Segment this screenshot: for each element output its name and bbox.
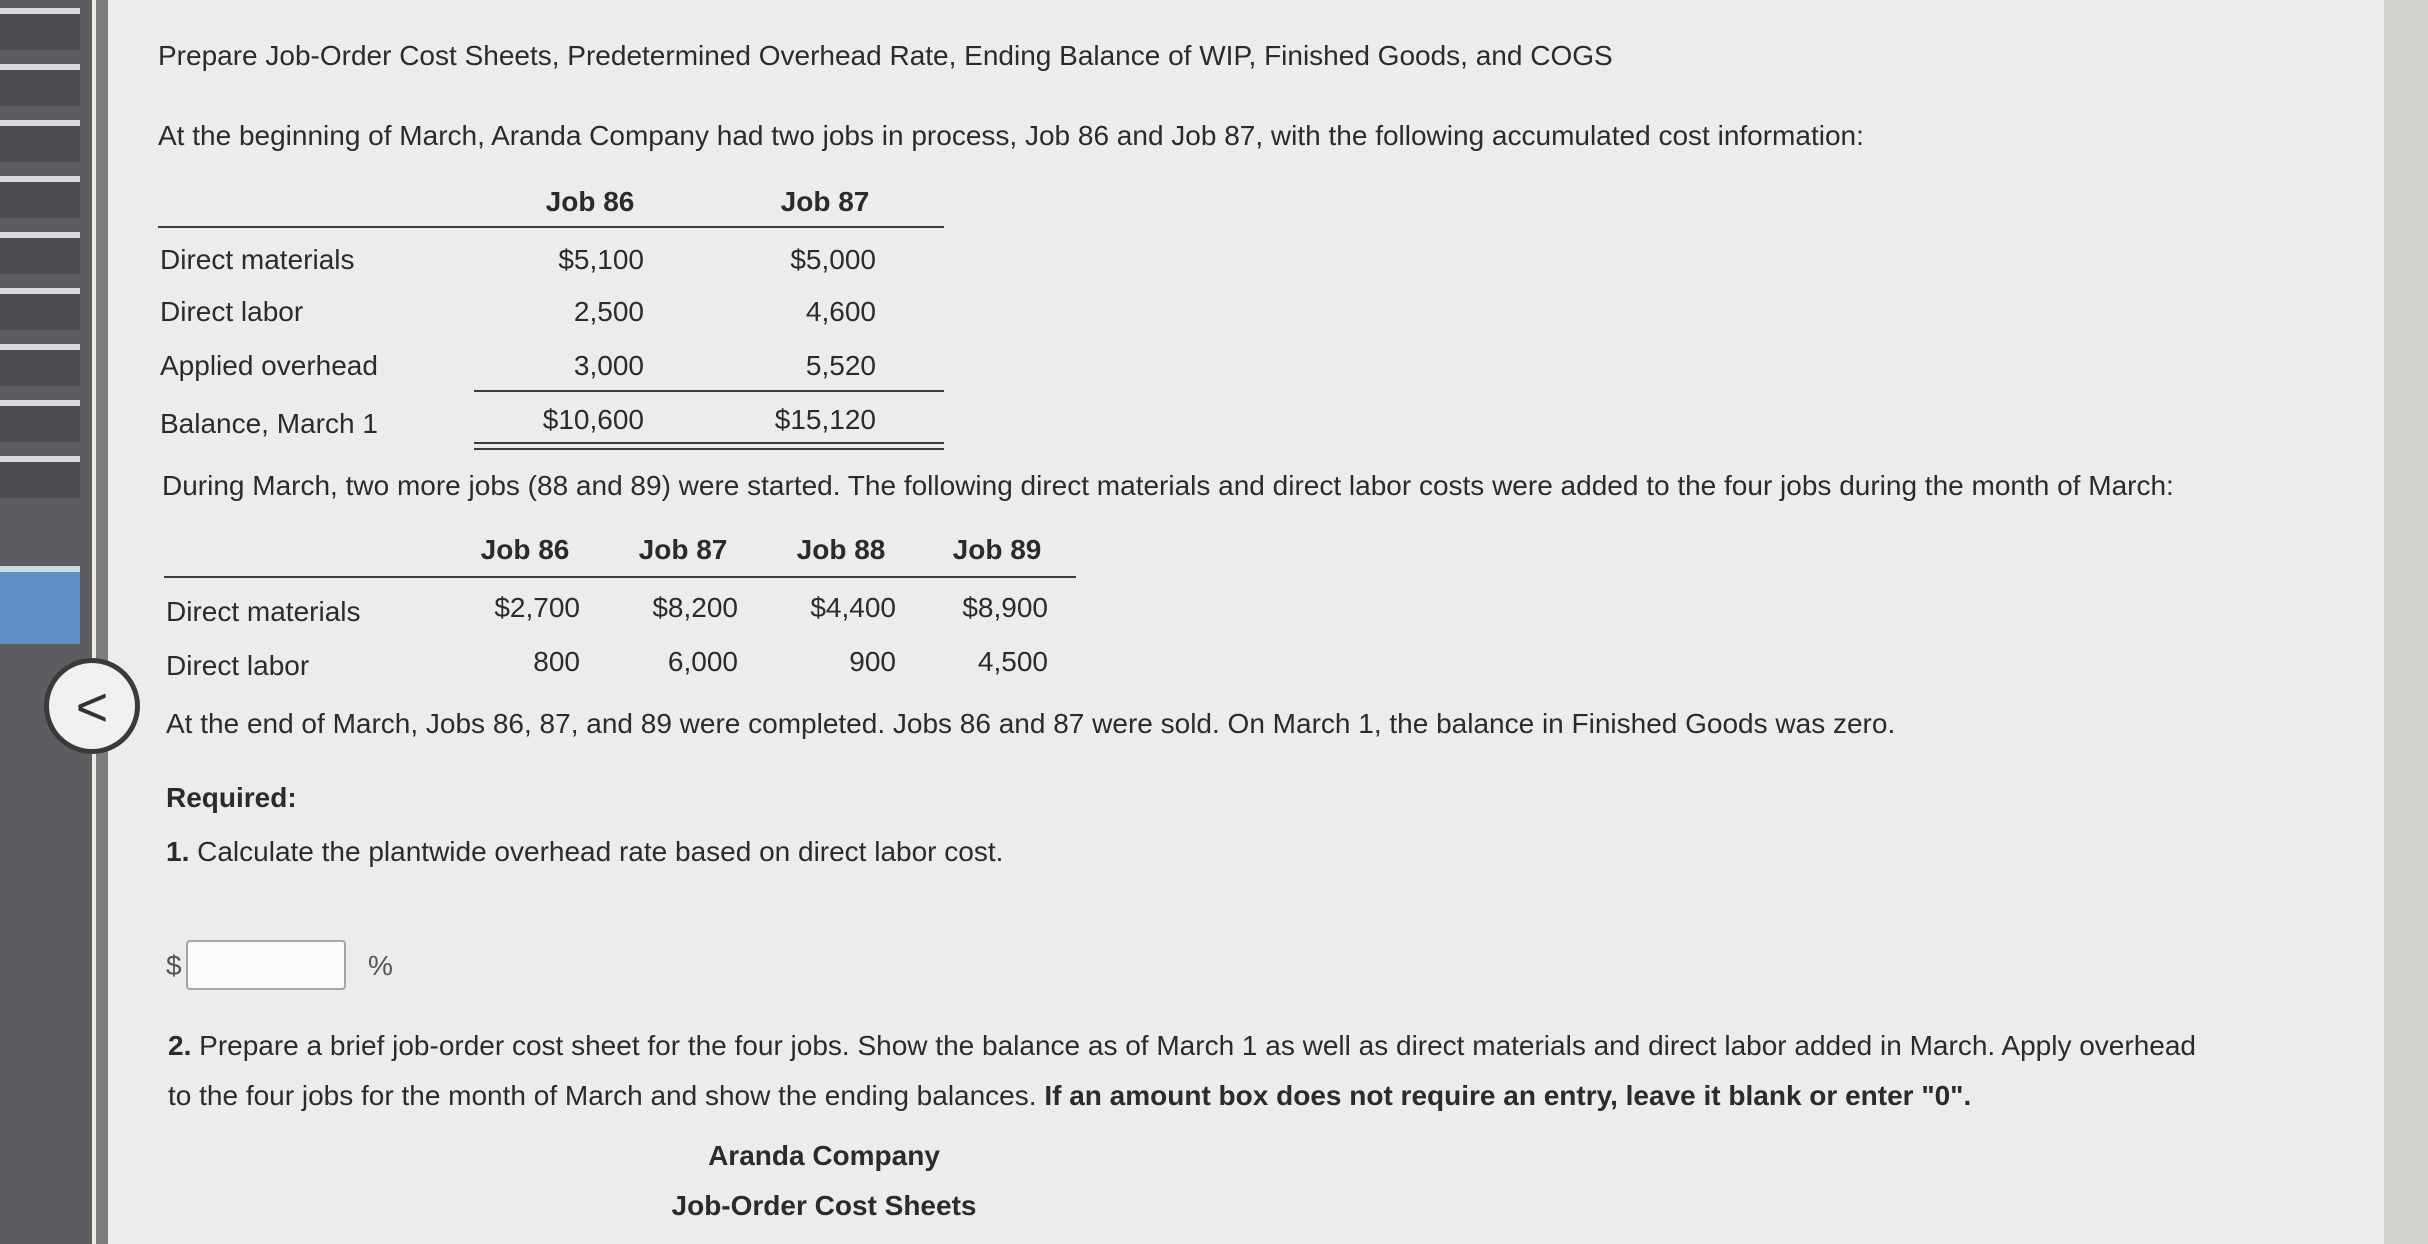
row-label: Direct labor bbox=[160, 296, 304, 327]
table-cell: 2,500 bbox=[573, 296, 644, 327]
table-cell: $8,900 bbox=[962, 592, 1048, 623]
sheet-title: Job-Order Cost Sheets bbox=[671, 1190, 977, 1221]
row-label: Direct materials bbox=[160, 244, 355, 275]
table-cell: $15,120 bbox=[774, 404, 876, 435]
percent-suffix: % bbox=[368, 950, 393, 981]
sidebar-tab[interactable] bbox=[0, 456, 80, 498]
table-cell: 5,520 bbox=[805, 350, 876, 381]
header-rule bbox=[164, 576, 1076, 578]
table-cell: 6,000 bbox=[667, 646, 738, 677]
column-header: Job 88 bbox=[796, 534, 886, 565]
column-header: Job 86 bbox=[480, 534, 570, 565]
table-cell: 800 bbox=[533, 646, 580, 677]
question-1 bbox=[166, 836, 1003, 868]
question-2-line-2 bbox=[168, 1080, 1971, 1112]
currency-prefix: $ bbox=[166, 950, 182, 981]
left-sidebar bbox=[0, 0, 92, 1244]
table-cell: 3,000 bbox=[573, 350, 644, 381]
sidebar-tab[interactable] bbox=[0, 8, 80, 50]
table-cell: 900 bbox=[849, 646, 896, 677]
column-header: Job 86 bbox=[545, 186, 635, 217]
row-label: Balance, March 1 bbox=[160, 408, 378, 439]
intro-text: At the beginning of March, Aranda Company had two jobs in process, Job 86 and Job 87, with the following accumulated cost information: bbox=[158, 120, 1864, 151]
page-title: Prepare Job-Order Cost Sheets, Predetermined Overhead Rate, Ending Balance of WIP, Finished Goods, and COGS bbox=[158, 40, 1613, 71]
subtotal-rule bbox=[474, 390, 944, 392]
table-cell: 4,600 bbox=[805, 296, 876, 327]
header-rule bbox=[158, 226, 944, 228]
table-cell: 4,500 bbox=[977, 646, 1048, 677]
question-text: Calculate the plantwide overhead rate based on direct labor cost. bbox=[197, 836, 1004, 867]
table-cell: $5,100 bbox=[558, 244, 644, 275]
column-header: Job 89 bbox=[952, 534, 1042, 565]
question-2-line-1 bbox=[168, 1030, 2196, 1062]
sidebar-tab[interactable] bbox=[0, 64, 80, 106]
row-label: Direct materials bbox=[166, 596, 361, 627]
right-edge bbox=[2384, 0, 2428, 1244]
sidebar-tab[interactable] bbox=[0, 120, 80, 162]
row-label: Applied overhead bbox=[160, 350, 378, 381]
sidebar-tab[interactable] bbox=[0, 344, 80, 386]
instruction-bold: If an amount box does not require an entry, leave it blank or enter "0". bbox=[1044, 1080, 1972, 1111]
sidebar-tab[interactable] bbox=[0, 232, 80, 274]
end-of-march-text: At the end of March, Jobs 86, 87, and 89 were completed. Jobs 86 and 87 were sold. On March 1, the balance in Finished Goods was zero. bbox=[166, 708, 1896, 739]
sidebar-tab-active[interactable] bbox=[0, 566, 80, 644]
back-button[interactable] bbox=[44, 658, 140, 754]
row-label: Direct labor bbox=[166, 650, 310, 681]
column-header: Job 87 bbox=[780, 186, 870, 217]
question-number: 2. bbox=[168, 1030, 192, 1061]
table-cell: $8,200 bbox=[652, 592, 738, 623]
table-cell: $4,400 bbox=[810, 592, 896, 623]
column-header: Job 87 bbox=[638, 534, 728, 565]
table-cell: $2,700 bbox=[494, 592, 580, 623]
question-number: 1. bbox=[166, 836, 190, 867]
total-rule bbox=[474, 448, 944, 450]
sidebar-tab[interactable] bbox=[0, 176, 80, 218]
total-rule bbox=[474, 442, 944, 444]
table-cell: $10,600 bbox=[542, 404, 644, 435]
sidebar-tab[interactable] bbox=[0, 400, 80, 442]
question-text: to the four jobs for the month of March and show the ending balances. bbox=[168, 1080, 1037, 1111]
sidebar-tab[interactable] bbox=[0, 288, 80, 330]
during-text: During March, two more jobs (88 and 89) were started. The following direct materials and direct labor costs were added to the four jobs during the month of March: bbox=[162, 470, 2174, 501]
overhead-rate-input[interactable] bbox=[186, 940, 346, 990]
question-text: Prepare a brief job-order cost sheet for the four jobs. Show the balance as of March 1 as well as direct materials and direct labor added in March. Apply overhead bbox=[199, 1030, 2196, 1061]
company-name: Aranda Company bbox=[708, 1140, 940, 1171]
chevron-left-icon: < bbox=[75, 674, 109, 738]
table-cell: $5,000 bbox=[790, 244, 876, 275]
required-heading: Required: bbox=[166, 782, 297, 813]
